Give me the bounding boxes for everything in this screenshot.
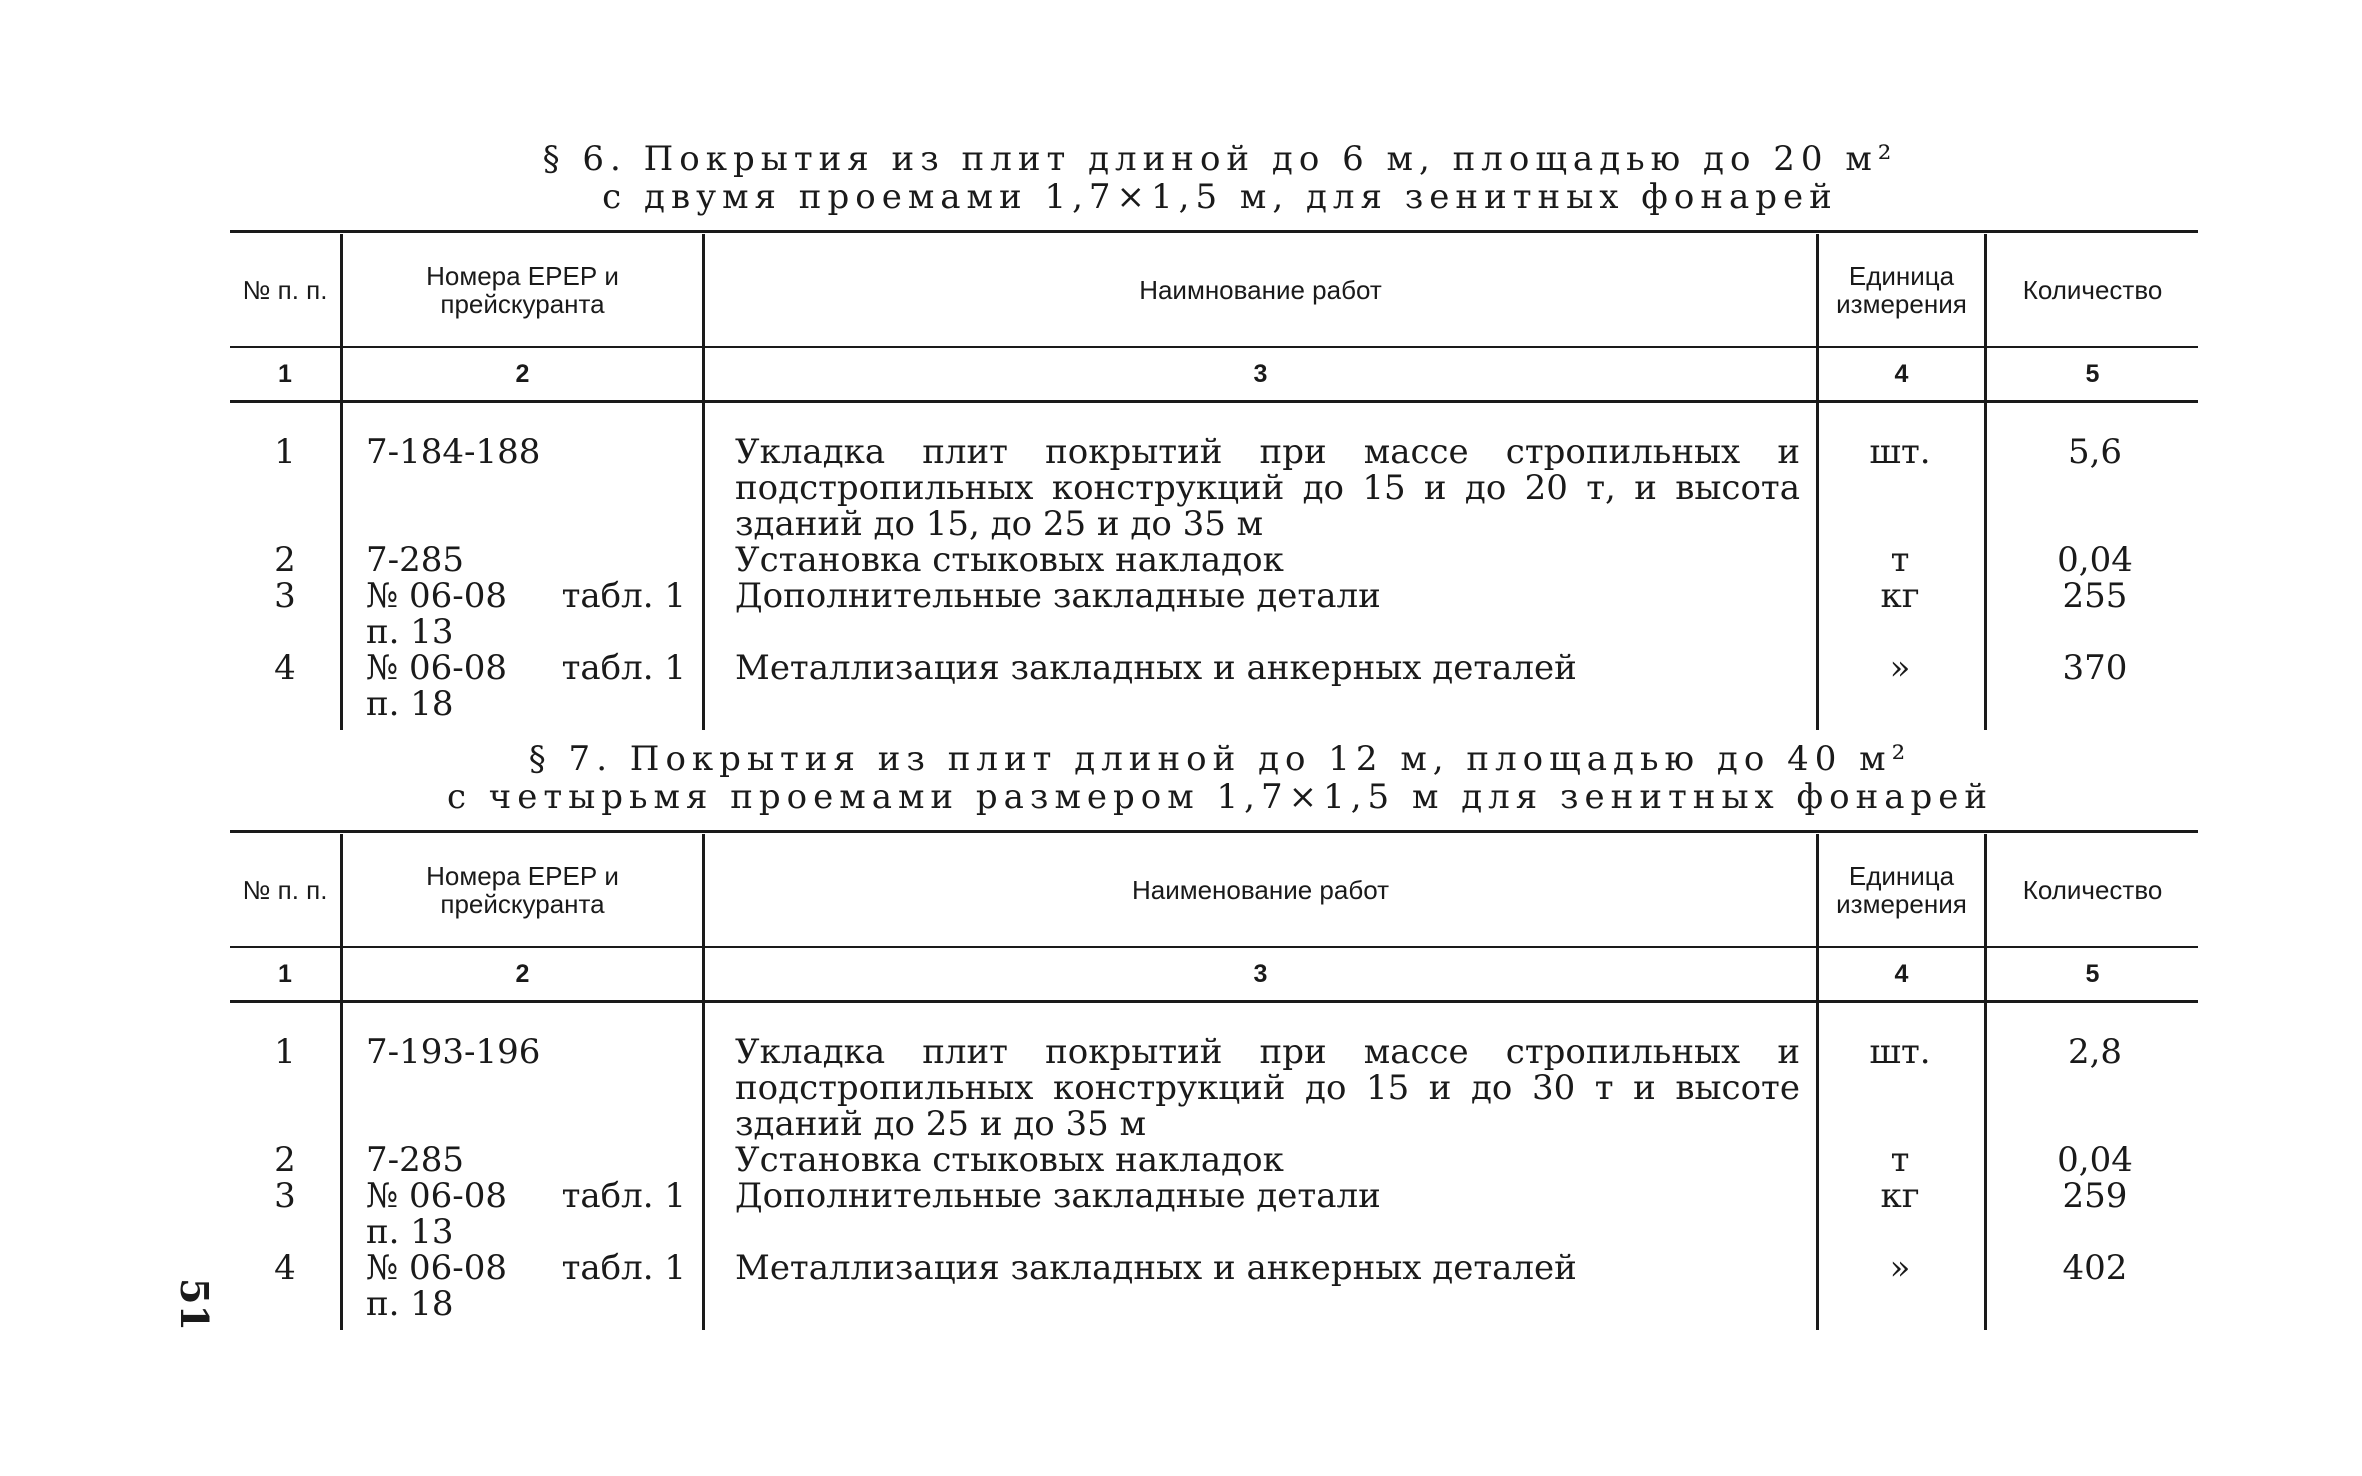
row-unit: шт. [1869,432,1931,472]
row-unit: кг [1880,576,1920,616]
header-work: Наимнование работ [1139,275,1382,305]
row-code-tabl: табл. 1 [561,1248,686,1288]
row-work: Укладка плит покрытий при массе стропильных и подстропильных конструкций до 15 и до 20 т, и высота зданий до 15, до 25 и до 35 м [735,432,1800,544]
table-rule [230,400,2198,403]
row-qty: 370 [2062,648,2128,688]
row-work: Металлизация закладных и анкерных деталей [735,648,1577,688]
column-number: 5 [2085,959,2100,988]
header-unit: Единица измерения [1836,261,1967,319]
page-number: 51 [171,1278,217,1331]
section-title-6 [220,140,2220,216]
row-work: Установка стыковых накладок [735,540,1284,580]
row-code [366,1178,686,1250]
row-unit: » [1889,648,1911,688]
row-number: 4 [274,1248,296,1288]
row-unit: т [1890,540,1910,580]
section-title-7 [220,740,2220,816]
row-work: Дополнительные закладные детали [735,576,1381,616]
header-code: Номера ЕРЕР и прейскуранта [426,861,619,919]
row-unit: кг [1880,1176,1920,1216]
column-number: 4 [1894,959,1909,988]
section-title-line1: § 7. Покрытия из плит длиной до 12 м, площадью до 40 м² [528,739,1912,779]
row-code-line2: п. 18 [366,684,454,724]
row-unit: » [1889,1248,1911,1288]
column-number: 1 [278,359,292,388]
column-number: 4 [1894,359,1909,388]
section-title-line1: § 6. Покрытия из плит длиной до 6 м, площадью до 20 м² [542,139,1898,179]
row-code [366,578,686,650]
header-num: № п. п. [242,875,328,905]
row-qty: 0,04 [2057,1140,2133,1180]
column-number: 3 [1253,959,1268,988]
row-work: Металлизация закладных и анкерных деталей [735,1248,1577,1288]
table-rule [230,830,2198,833]
row-code [366,1250,686,1322]
row-unit: т [1890,1140,1910,1180]
row-code-line2: п. 13 [366,1212,454,1252]
row-code-tabl: табл. 1 [561,648,686,688]
row-qty: 402 [2062,1248,2128,1288]
table-section-6 [230,230,2198,730]
row-number: 3 [274,576,296,616]
row-number: 1 [274,432,296,472]
row-code-tabl: табл. 1 [561,576,686,616]
column-number: 1 [278,959,292,988]
row-code [366,650,686,722]
table-rule [230,230,2198,233]
row-code: 7-285 [366,540,465,580]
row-code-line1: № 06-08 [366,576,507,616]
header-num: № п. п. [242,275,328,305]
row-number: 3 [274,1176,296,1216]
row-code: 7-285 [366,1140,465,1180]
row-qty: 255 [2062,576,2128,616]
row-code-line1: № 06-08 [366,648,507,688]
row-work: Установка стыковых накладок [735,1140,1284,1180]
row-code-line2: п. 13 [366,612,454,652]
column-number: 3 [1253,359,1268,388]
table-section-7 [230,830,2198,1330]
row-code-line1: № 06-08 [366,1248,507,1288]
row-code: 7-193-196 [366,1032,541,1072]
row-code-line1: № 06-08 [366,1176,507,1216]
header-unit: Единица измерения [1836,861,1967,919]
row-number: 1 [274,1032,296,1072]
row-number: 4 [274,648,296,688]
header-qty: Количество [2022,275,2163,305]
row-qty: 259 [2062,1176,2128,1216]
row-qty: 2,8 [2067,1032,2123,1072]
header-qty: Количество [2022,875,2163,905]
row-work: Дополнительные закладные детали [735,1176,1381,1216]
header-work: Наименование работ [1131,875,1390,905]
section-title-line2: с двумя проемами 1,7×1,5 м, для зенитных фонарей [602,177,1838,217]
row-qty: 5,6 [2067,432,2123,472]
row-number: 2 [274,540,296,580]
column-number: 5 [2085,359,2100,388]
row-code-line2: п. 18 [366,1284,454,1324]
column-number: 2 [515,359,530,388]
row-code: 7-184-188 [366,432,541,472]
row-number: 2 [274,1140,296,1180]
column-number: 2 [515,959,530,988]
row-qty: 0,04 [2057,540,2133,580]
header-code: Номера ЕРЕР и прейскуранта [426,261,619,319]
table-rule [230,1000,2198,1003]
section-title-line2: с четырьмя проемами размером 1,7×1,5 м для зенитных фонарей [446,777,1994,817]
row-work: Укладка плит покрытий при массе стропильных и подстропильных конструкций до 15 и до 30 т и высоте зданий до 25 и до 35 м [735,1032,1800,1144]
row-unit: шт. [1869,1032,1931,1072]
row-code-tabl: табл. 1 [561,1176,686,1216]
